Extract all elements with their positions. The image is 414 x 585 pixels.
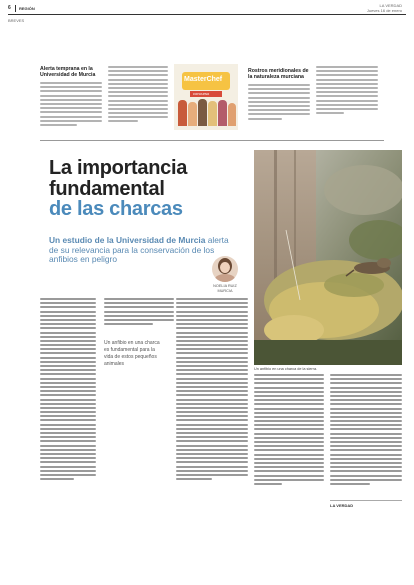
brief-3-title: Rostros meridionales de la naturaleza murciana [248, 68, 309, 80]
body-column-3 [176, 298, 248, 494]
brief-3 [248, 68, 310, 80]
pullquote: Un anfibio en una charca es fundamental para la vida de estos pequeños animales [104, 340, 160, 367]
date-line: Jueves 16 de enero [366, 8, 402, 13]
article-title [49, 158, 249, 220]
brief-1-body [40, 82, 102, 134]
body-column-5 [330, 374, 402, 496]
article-photo [254, 150, 402, 365]
promo-ribbon-text: concurso [193, 91, 210, 96]
brief-2-body [108, 66, 168, 136]
photo-caption: Un anfibio en una charca de la sierra. [254, 367, 318, 371]
title-line-3: de las charcas [49, 198, 183, 220]
publication-name: LA VERDAD [379, 3, 402, 8]
brief-1-title: Alerta temprana en la Universidad de Murcia [40, 66, 96, 78]
body-column-1 [40, 298, 96, 494]
subhead-rest: alerta de su relevancia para la conservación de los anfibios en peligro [49, 235, 229, 264]
body-column-2-top [104, 298, 174, 332]
author-role: MURCIA [217, 289, 233, 293]
brief-1 [40, 66, 100, 78]
footer-brand: LA VERDAD [330, 503, 354, 508]
author-avatar [212, 256, 238, 282]
brief-3-body [248, 84, 310, 130]
title-line-1: La importancia [49, 157, 188, 179]
promo-image [174, 64, 238, 130]
footer-rule [330, 500, 402, 501]
strip-bottom-rule [40, 140, 384, 141]
page-number: 6 [8, 5, 11, 11]
article-subhead [49, 236, 229, 265]
strip-kicker: BREVES [8, 18, 25, 23]
brief-4-body [316, 66, 378, 132]
author-name: NOELIA RUIZ [213, 284, 237, 288]
promo-logo-text: MasterChef [184, 76, 223, 83]
header-rule [8, 14, 406, 15]
title-line-2: fundamental [49, 177, 165, 200]
section-label: REGIÓN [19, 6, 35, 11]
photo-frog-on-stone [254, 150, 402, 365]
body-column-4 [254, 374, 324, 496]
header-divider [15, 5, 16, 12]
subhead-bold: Un estudio de la Universidad de Murcia [49, 235, 206, 245]
